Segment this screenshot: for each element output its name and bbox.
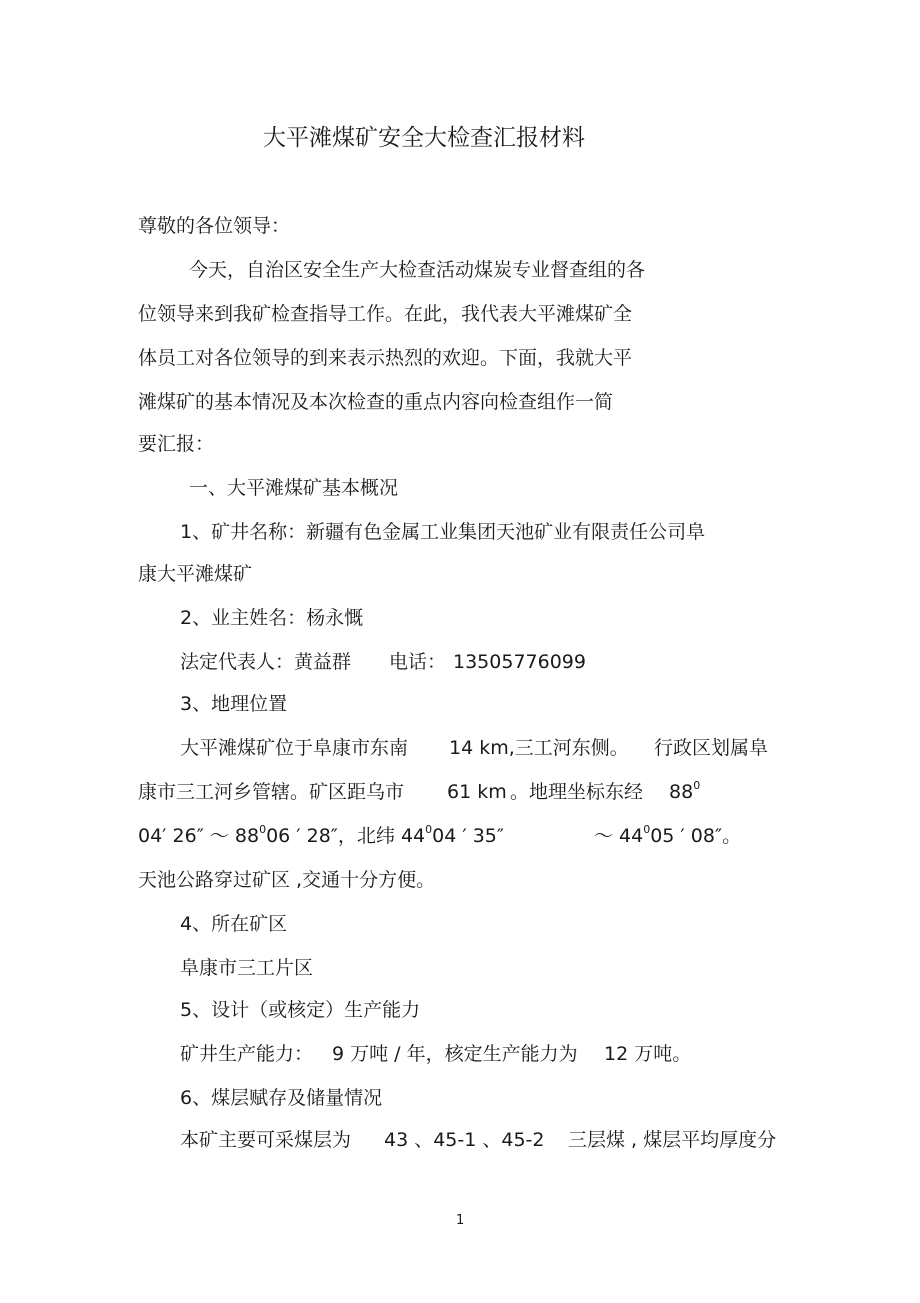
capacity-text: 9 万吨 / 年，核定生产能力为 [332, 1043, 578, 1065]
item5-heading: 5、设计（或核定）生产能力 [180, 999, 421, 1021]
intro-line: 体员工对各位领导的到来表示热烈的欢迎。下面，我就大平 [138, 347, 633, 369]
location-text: 天池公路穿过矿区 ,交通十分方便。 [138, 869, 436, 891]
location-text: 。地理坐标东经 [510, 781, 644, 803]
item1-line1: 1、矿井名称：新疆有色金属工业集团天池矿业有限责任公司阜 [180, 521, 706, 543]
phone-number: 13505776099 [453, 651, 586, 673]
mining-area: 阜康市三工片区 [180, 957, 314, 979]
item4-heading: 4、所在矿区 [180, 913, 288, 935]
coal-seam-text: 本矿主要可采煤层为 [180, 1129, 352, 1151]
intro-line: 位领导来到我矿检查指导工作。在此，我代表大平滩煤矿全 [138, 303, 633, 325]
item3-heading: 3、地理位置 [180, 693, 288, 715]
page-number: 1 [456, 1213, 465, 1228]
intro-line: 滩煤矿的基本情况及本次检查的重点内容向检查组作一简 [138, 391, 614, 413]
item6-heading: 6、煤层赋存及储量情况 [180, 1087, 383, 1109]
coordinate-text: $88^0$ [669, 779, 701, 803]
coordinate-line: ～ $44^005$ ′ 08″。 [594, 823, 742, 847]
intro-line: 要汇报： [138, 433, 215, 455]
legal-representative: 法定代表人：黄益群 [180, 651, 352, 673]
coal-seam-text: 三层煤 , 煤层平均厚度分 [568, 1129, 777, 1151]
document-title: 大平滩煤矿安全大检查汇报材料 [263, 125, 585, 151]
section-heading: 一、大平滩煤矿基本概况 [189, 477, 399, 499]
location-text: 61 km [447, 781, 507, 803]
degree-mark: 0 [643, 823, 651, 836]
coal-seam-text: 43 、45-1 、45-2 [384, 1129, 545, 1151]
capacity-text: 12 万吨。 [604, 1043, 692, 1065]
intro-line: 今天，自治区安全生产大检查活动煤炭专业督查组的各 [189, 259, 646, 281]
item2-heading: 2、业主姓名：杨永慨 [180, 607, 364, 629]
location-text: 14 km,三工河东侧。 [449, 737, 629, 759]
location-text: 康市三工河乡管辖。矿区距乌市 [138, 781, 405, 803]
phone-label: 电话： [389, 651, 447, 673]
item1-line2: 康大平滩煤矿 [138, 563, 253, 585]
location-text: 大平滩煤矿位于阜康市东南 [180, 737, 409, 759]
degree-mark: 0 [259, 823, 267, 836]
degree-mark: 0 [425, 823, 433, 836]
degree-mark: 0 [693, 779, 701, 792]
coordinate-line: 04′ 26″ ～ $88^006$ ′ 28″，北纬 $44^004$ ′ 35″ [138, 823, 504, 847]
location-text: 行政区划属阜 [654, 737, 769, 759]
salutation: 尊敬的各位领导： [138, 215, 291, 237]
capacity-text: 矿井生产能力： [180, 1043, 314, 1065]
